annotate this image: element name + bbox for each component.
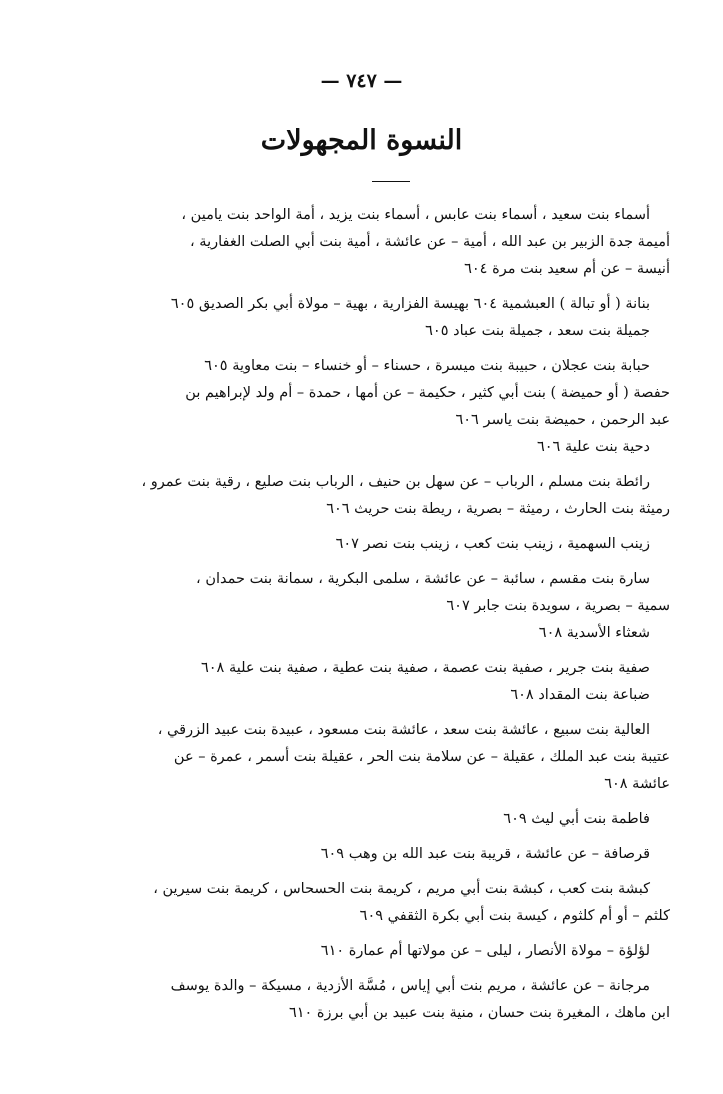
page-title: النسوة المجهولات bbox=[260, 125, 463, 156]
index-line: لؤلؤة – مولاة الأنصار ، ليلى – عن مولاتها أم عمارة ٦١٠ bbox=[320, 943, 650, 959]
index-line: قرصافة – عن عائشة ، قريبة بنت عبد الله بن وهب ٦٠٩ bbox=[320, 846, 650, 862]
index-line: شعثاء الأسدية ٦٠٨ bbox=[538, 625, 650, 641]
index-line: عتيبة بنت عبد الملك ، عقيلة – عن سلامة بنت الحر ، عقيلة بنت أسمر ، عمرة – عن bbox=[173, 749, 670, 765]
index-line: رميثة بنت الحارث ، رميثة – بصرية ، ريطة بنت حريث ٦٠٦ bbox=[326, 501, 670, 517]
index-line: أنيسة – عن أم سعيد بنت مرة ٦٠٤ bbox=[464, 261, 670, 277]
page-number: — ٧٤٧ — bbox=[320, 70, 403, 92]
index-line: أسماء بنت سعيد ، أسماء بنت عابس ، أسماء بنت يزيد ، أمة الواحد بنت يامين ، bbox=[181, 207, 650, 223]
index-line: كلثم – أو أم كلثوم ، كيسة بنت أبي بكرة الثقفي ٦٠٩ bbox=[359, 908, 670, 924]
index-line: كبشة بنت كعب ، كبشة بنت أبي مريم ، كريمة بنت الحسحاس ، كريمة بنت سيرين ، bbox=[153, 881, 650, 897]
index-line: العالية بنت سبيع ، عائشة بنت سعد ، عائشة بنت مسعود ، عبيدة بنت عبيد الزرقي ، bbox=[157, 722, 650, 738]
index-line: سمية – بصرية ، سويدة بنت جابر ٦٠٧ bbox=[446, 598, 670, 614]
index-line: زينب السهمية ، زينب بنت كعب ، زينب بنت نصر ٦٠٧ bbox=[335, 536, 650, 552]
index-line: مرجانة – عن عائشة ، مريم بنت أبي إياس ، مُسَّة الأزدية ، مسيكة – والدة يوسف bbox=[170, 978, 650, 994]
index-line: دحية بنت علية ٦٠٦ bbox=[536, 439, 650, 455]
index-line: عائشة ٦٠٨ bbox=[604, 776, 670, 792]
index-line: فاطمة بنت أبي ليث ٦٠٩ bbox=[503, 811, 650, 827]
title-divider bbox=[372, 181, 410, 182]
index-entries bbox=[60, 202, 670, 1027]
index-line: ابن ماهك ، المغيرة بنت حسان ، منية بنت عبيد بن أبي برزة ٦١٠ bbox=[288, 1005, 670, 1021]
index-line: سارة بنت مقسم ، سائبة – عن عائشة ، سلمى البكرية ، سمانة بنت حمدان ، bbox=[196, 571, 650, 587]
index-line: حبابة بنت عجلان ، حبيبة بنت ميسرة ، حسناء – أو خنساء – بنت معاوية ٦٠٥ bbox=[204, 358, 650, 374]
index-line: عبد الرحمن ، حميضة بنت ياسر ٦٠٦ bbox=[455, 412, 670, 428]
index-line: جميلة بنت سعد ، جميلة بنت عباد ٦٠٥ bbox=[425, 323, 650, 339]
index-line: بنانة ( أو تبالة ) العبشمية ٦٠٤ بهيسة الفزارية ، بهية – مولاة أبي بكر الصديق ٦٠٥ bbox=[170, 296, 650, 312]
index-line: أميمة جدة الزبير بن عبد الله ، أمية – عن عائشة ، أمية بنت أبي الصلت الغفارية ، bbox=[190, 234, 670, 250]
index-line: ضباعة بنت المقداد ٦٠٨ bbox=[510, 687, 650, 703]
index-line: رائطة بنت مسلم ، الرباب – عن سهل بن حنيف ، الرباب بنت صليع ، رقية بنت عمرو ، bbox=[141, 474, 650, 490]
index-line: حفصة ( أو حميضة ) بنت أبي كثير ، حكيمة – عن أمها ، حمدة – أم ولد لإبراهيم بن bbox=[185, 385, 670, 401]
index-line: صفية بنت جرير ، صفية بنت عصمة ، صفية بنت عطية ، صفية بنت علية ٦٠٨ bbox=[200, 660, 650, 676]
